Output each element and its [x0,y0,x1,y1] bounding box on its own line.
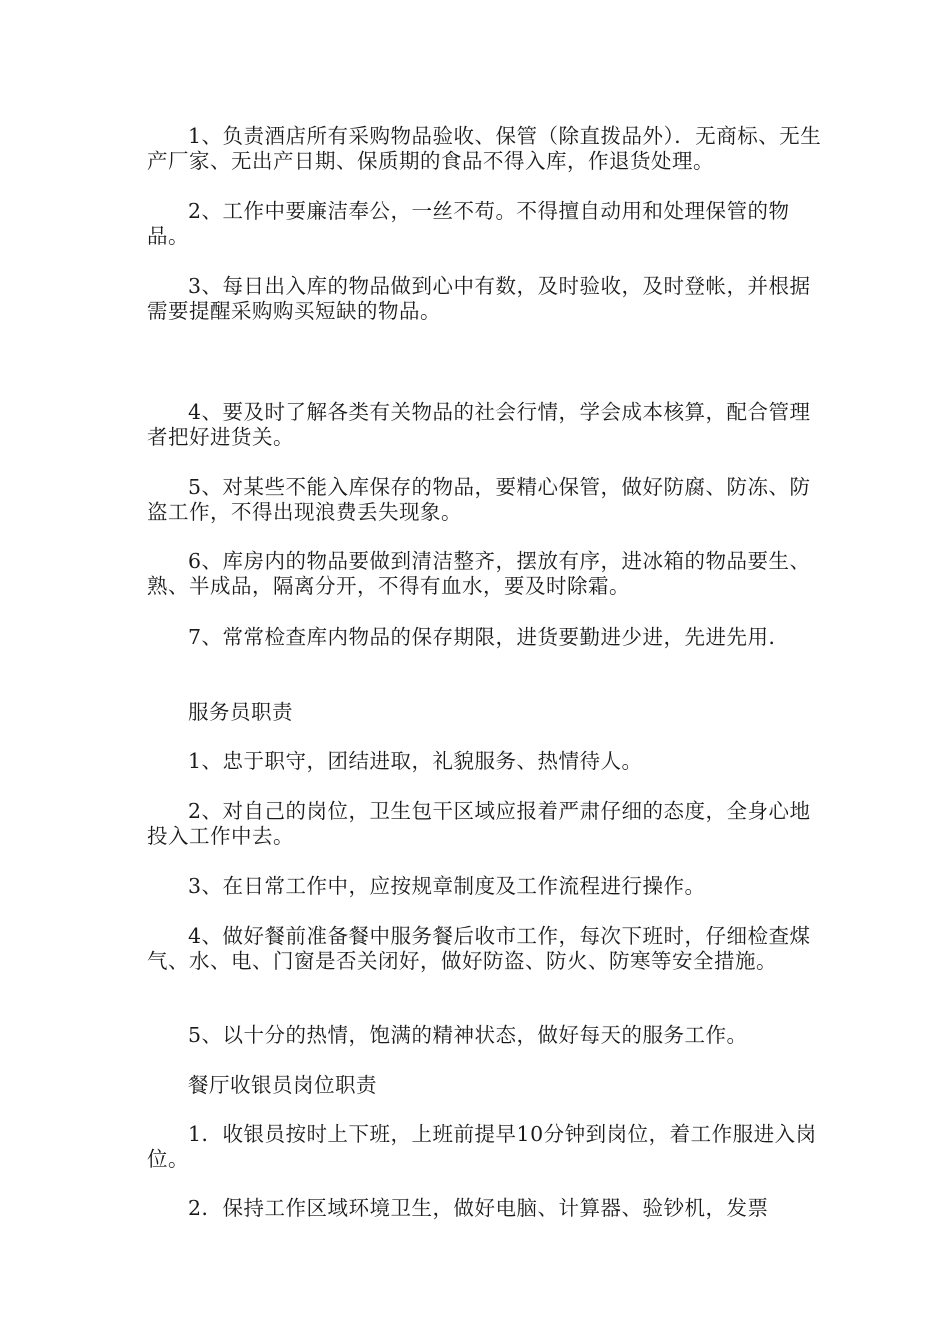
paragraph-11: 4、做好餐前准备餐中服务餐后收市工作，每次下班时，仔细检查煤气、水、电、门窗是否关闭好，做好防盗、防火、防寒等安全措施。 [147,924,811,973]
paragraph-9: 2、对自己的岗位，卫生包干区域应报着严肃仔细的态度，全身心地投入工作中去。 [147,799,811,848]
section-heading-cashier-duties: 餐厅收银员岗位职责 [188,1073,377,1097]
paragraph-7: 7、常常检查库内物品的保存期限，进货要勤进少进，先进先用． [188,625,790,649]
paragraph-1: 1、负责酒店所有采购物品验收、保管（除直拨品外）．无商标、无生产厂家、无出产日期、保质期的食品不得入库，作退货处理。 [147,124,822,173]
paragraph-2: 2、工作中要廉洁奉公，一丝不苟。不得擅自动用和处理保管的物品。 [147,199,790,248]
paragraph-13: 1．收银员按时上下班，上班前提早10分钟到岗位，着工作服进入岗位。 [147,1122,817,1171]
paragraph-14: 2．保持工作区域环境卫生，做好电脑、计算器、验钞机，发票 [188,1196,769,1220]
paragraph-12: 5、以十分的热情，饱满的精神状态，做好每天的服务工作。 [188,1023,748,1047]
paragraph-8: 1、忠于职守，团结进取，礼貌服务、热情待人。 [188,749,643,773]
paragraph-10: 3、在日常工作中，应按规章制度及工作流程进行操作。 [188,874,706,898]
paragraph-4: 4、要及时了解各类有关物品的社会行情，学会成本核算，配合管理者把好进货关。 [147,400,811,449]
paragraph-6: 6、库房内的物品要做到清洁整齐，摆放有序，进冰箱的物品要生、熟、半成品，隔离分开，不得有血水，要及时除霜。 [147,549,811,598]
paragraph-3: 3、每日出入库的物品做到心中有数，及时验收，及时登帐，并根据需要提醒采购购买短缺的物品。 [147,274,811,323]
section-heading-waiter-duties: 服务员职责 [188,700,293,724]
paragraph-5: 5、对某些不能入库保存的物品，要精心保管，做好防腐、防冻、防盗工作，不得出现浪费丢失现象。 [147,475,811,524]
